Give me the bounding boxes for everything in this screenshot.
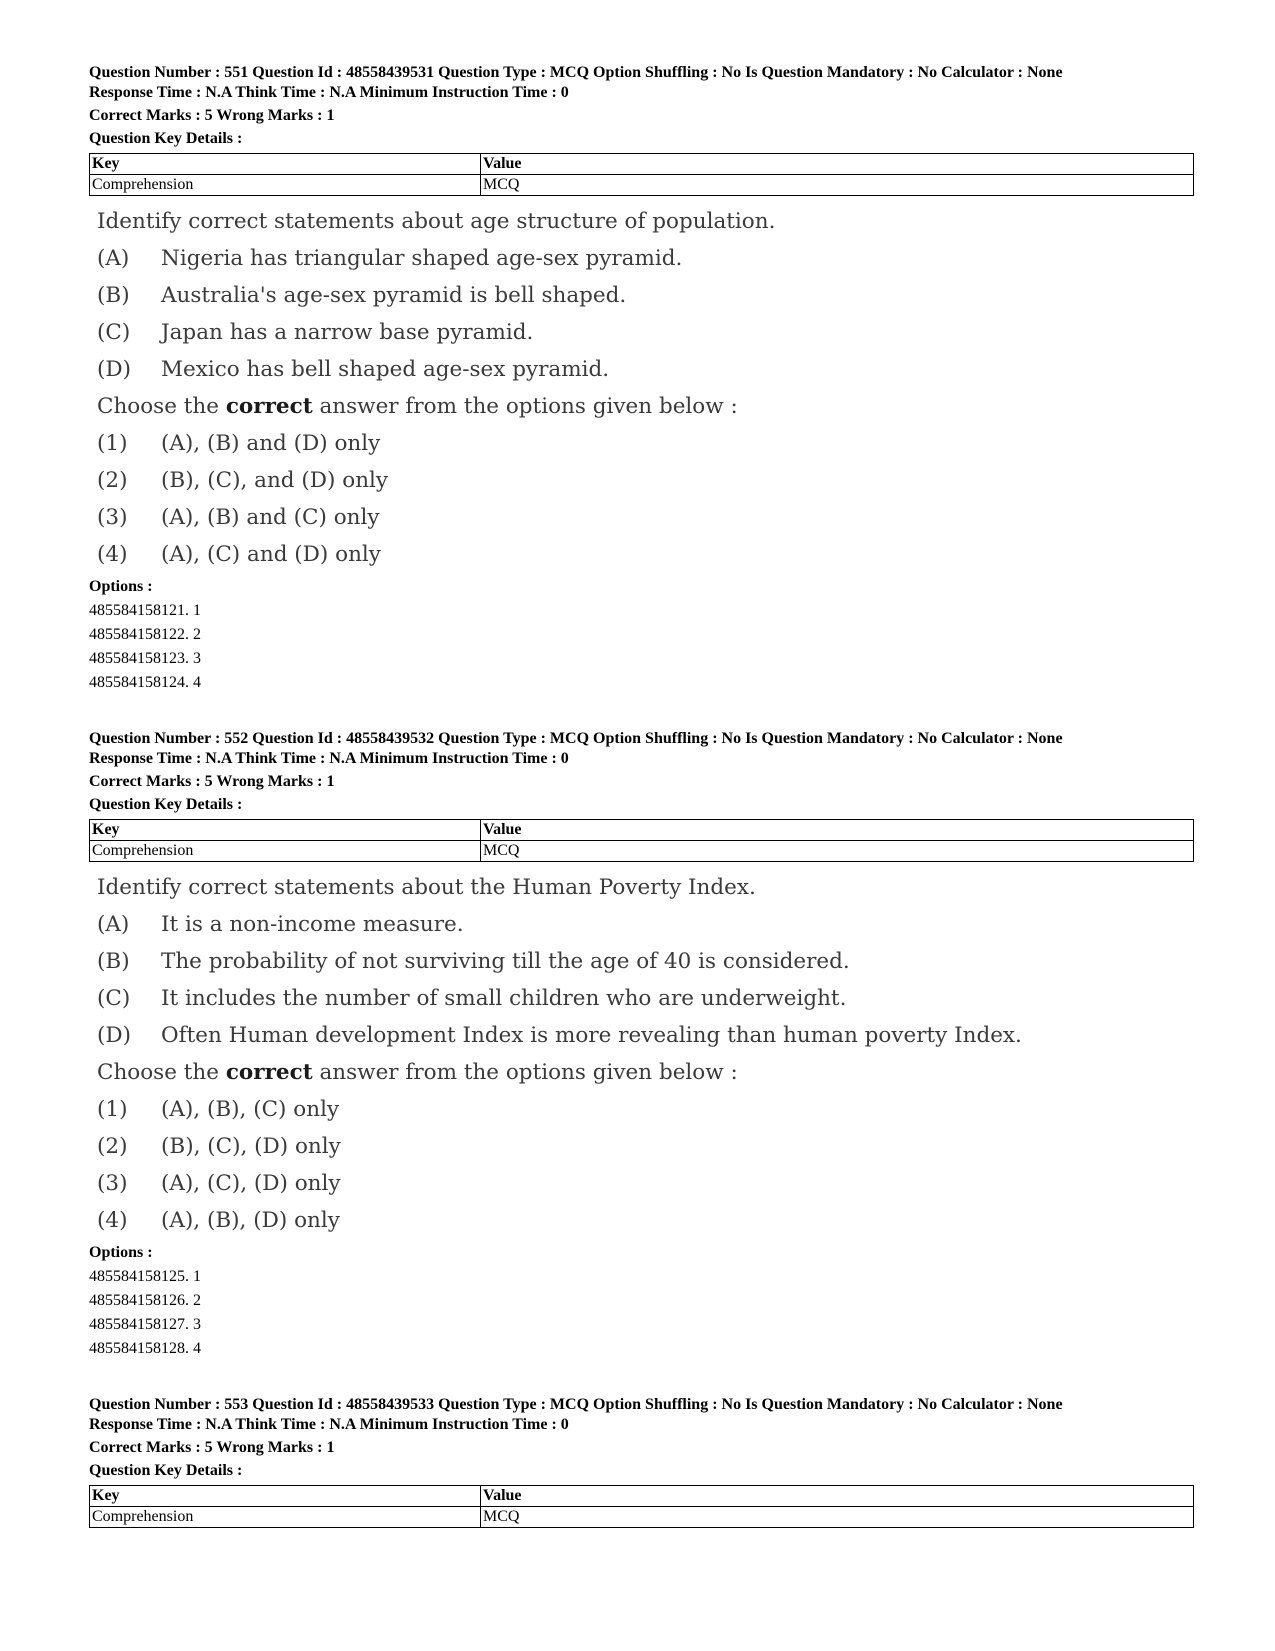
table-cell-key: Comprehension xyxy=(90,841,481,862)
table-header-value: Value xyxy=(481,820,1194,841)
choose-instruction: Choose the correct answer from the options given below : xyxy=(97,1060,738,1085)
question-meta: Question Number : 551 Question Id : 48558439531 Question Type : MCQ Option Shuffling : No Is Question Mandatory : No Calculator : None xyxy=(89,64,1063,81)
statement-item: (B) The probability of not surviving till the age of 40 is considered. xyxy=(97,949,850,974)
key-details-table xyxy=(89,819,1194,862)
question-stem: Identify correct statements about age structure of population. xyxy=(97,209,776,234)
question-marks: Correct Marks : 5 Wrong Marks : 1 xyxy=(89,773,335,790)
table-cell-value: MCQ xyxy=(481,841,1194,862)
question-timing: Response Time : N.A Think Time : N.A Minimum Instruction Time : 0 xyxy=(89,750,569,767)
table-header-key: Key xyxy=(90,1486,481,1507)
statement-item: (A) Nigeria has triangular shaped age-sex pyramid. xyxy=(97,246,683,271)
key-details-label: Question Key Details : xyxy=(89,1462,243,1479)
question-552 xyxy=(89,729,1194,1361)
table-row xyxy=(90,841,1194,862)
answer-choice: (1) (A), (B), (C) only xyxy=(97,1097,340,1122)
table-header-row xyxy=(90,1486,1194,1507)
answer-choice: (3) (A), (B) and (C) only xyxy=(97,505,380,530)
statement-item: (A) It is a non-income measure. xyxy=(97,912,464,937)
option-item: 485584158122. 2 xyxy=(89,626,201,643)
table-cell-value: MCQ xyxy=(481,175,1194,196)
answer-choice: (4) (A), (B), (D) only xyxy=(97,1208,340,1233)
statement-item: (D) Mexico has bell shaped age-sex pyramid. xyxy=(97,357,610,382)
answer-choice: (2) (B), (C), (D) only xyxy=(97,1134,341,1159)
question-marks: Correct Marks : 5 Wrong Marks : 1 xyxy=(89,107,335,124)
key-details-table xyxy=(89,1485,1194,1528)
statement-item: (C) Japan has a narrow base pyramid. xyxy=(97,320,534,345)
question-timing: Response Time : N.A Think Time : N.A Minimum Instruction Time : 0 xyxy=(89,84,569,101)
option-item: 485584158128. 4 xyxy=(89,1340,201,1357)
option-item: 485584158126. 2 xyxy=(89,1292,201,1309)
table-header-key: Key xyxy=(90,154,481,175)
statement-item: (C) It includes the number of small children who are underweight. xyxy=(97,986,847,1011)
table-row xyxy=(90,175,1194,196)
question-body xyxy=(97,203,1194,573)
table-cell-key: Comprehension xyxy=(90,1507,481,1528)
table-cell-value: MCQ xyxy=(481,1507,1194,1528)
question-meta: Question Number : 553 Question Id : 48558439533 Question Type : MCQ Option Shuffling : No Is Question Mandatory : No Calculator : None xyxy=(89,1396,1063,1413)
statement-item: (B) Australia's age-sex pyramid is bell shaped. xyxy=(97,283,627,308)
option-item: 485584158121. 1 xyxy=(89,602,201,619)
question-marks: Correct Marks : 5 Wrong Marks : 1 xyxy=(89,1439,335,1456)
choose-instruction: Choose the correct answer from the options given below : xyxy=(97,394,738,419)
options-label: Options : xyxy=(89,578,153,595)
key-details-table xyxy=(89,153,1194,196)
question-551 xyxy=(89,63,1194,695)
answer-choice: (2) (B), (C), and (D) only xyxy=(97,468,389,493)
table-cell-key: Comprehension xyxy=(90,175,481,196)
option-item: 485584158125. 1 xyxy=(89,1268,201,1285)
question-stem: Identify correct statements about the Human Poverty Index. xyxy=(97,875,756,900)
table-header-row xyxy=(90,820,1194,841)
option-item: 485584158127. 3 xyxy=(89,1316,201,1333)
table-header-value: Value xyxy=(481,154,1194,175)
statement-item: (D) Often Human development Index is more revealing than human poverty Index. xyxy=(97,1023,1022,1048)
question-timing: Response Time : N.A Think Time : N.A Minimum Instruction Time : 0 xyxy=(89,1416,569,1433)
key-details-label: Question Key Details : xyxy=(89,796,243,813)
table-header-value: Value xyxy=(481,1486,1194,1507)
question-553 xyxy=(89,1395,1194,1528)
question-meta: Question Number : 552 Question Id : 48558439532 Question Type : MCQ Option Shuffling : No Is Question Mandatory : No Calculator : None xyxy=(89,730,1063,747)
answer-choice: (4) (A), (C) and (D) only xyxy=(97,542,381,567)
options-label: Options : xyxy=(89,1244,153,1261)
table-header-row xyxy=(90,154,1194,175)
answer-choice: (3) (A), (C), (D) only xyxy=(97,1171,341,1196)
answer-choice: (1) (A), (B) and (D) only xyxy=(97,431,381,456)
question-body xyxy=(97,869,1194,1239)
table-row xyxy=(90,1507,1194,1528)
option-item: 485584158124. 4 xyxy=(89,674,201,691)
table-header-key: Key xyxy=(90,820,481,841)
key-details-label: Question Key Details : xyxy=(89,130,243,147)
option-item: 485584158123. 3 xyxy=(89,650,201,667)
